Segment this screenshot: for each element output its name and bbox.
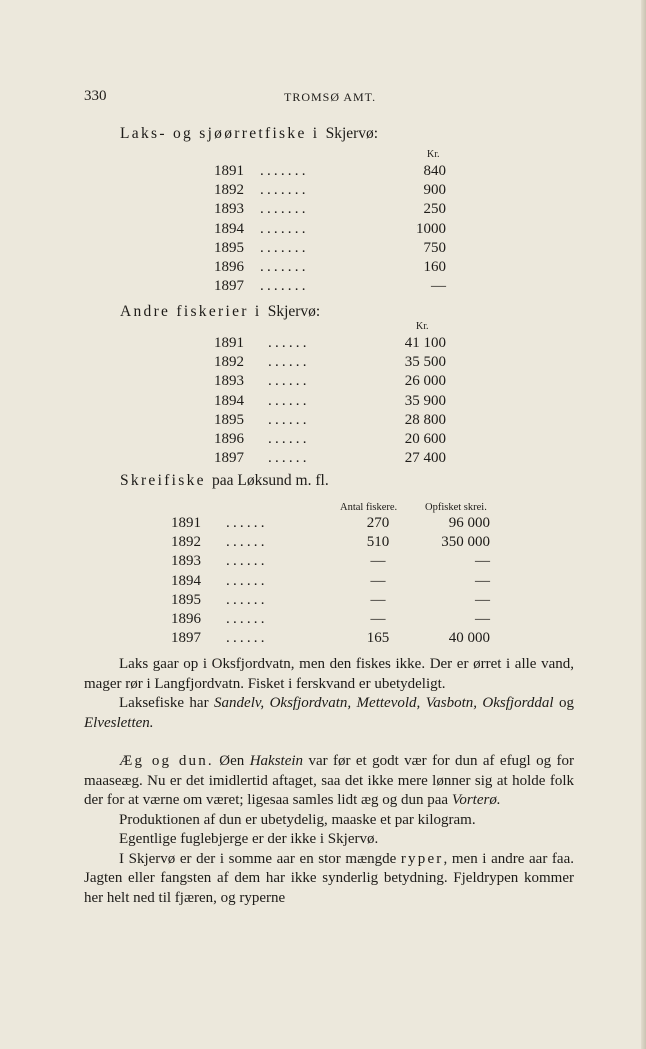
leader-dots: ...... (226, 515, 268, 531)
leader-dots: ...... (226, 534, 268, 551)
section-title-laks: Laks- og sjøørretfiske i Skjervø: (120, 125, 379, 142)
table-row-year: 1893 (171, 553, 201, 570)
table-row-year: 1896 (171, 611, 201, 627)
section-title-andre: Andre fiskerier i Skjervø: (120, 303, 321, 320)
body-text (84, 655, 574, 908)
table-cell-value: 35 900 (404, 392, 446, 409)
paragraph-fuglebjerge: Egentlige fuglebjerge er der ikke i Skjervø. (119, 831, 379, 847)
leader-dots: ...... (268, 431, 310, 447)
table-row-year: 1892 (171, 534, 201, 551)
paragraph-laksefiske: Laksefiske har Sandelv, Oksfjordvatn, Mettevold, Vasbotn, Oksfjorddal og Elvesletten. (84, 695, 574, 731)
table-row-year: 1892 (214, 182, 244, 199)
table-cell-value: 250 (423, 201, 446, 218)
place-name-elvesletten: Elvesletten. (84, 714, 154, 731)
paragraph-produktion: Produktionen af dun er ubetydelig, maaske et par kilogram. (119, 811, 476, 828)
page-number: 330 (84, 88, 107, 104)
table-cell-value: 1000 (416, 220, 446, 237)
leader-dots: ....... (260, 201, 309, 218)
table-row-year: 1897 (214, 450, 244, 467)
unit-label-laks: Kr. (427, 149, 440, 160)
table-cell-value: 41 100 (404, 335, 446, 351)
leader-dots: ....... (260, 163, 309, 179)
table-cell-fishers: — (370, 572, 386, 589)
place-names: Sandelv, Oksfjordvatn, Mettevold, Vasbotn, Oksfjorddal (214, 695, 554, 711)
leader-dots: ....... (260, 239, 309, 256)
table-cell-value: 28 800 (404, 411, 446, 428)
place-name-vortero: Vorterø. (451, 792, 501, 808)
table-row-year: 1891 (214, 163, 244, 179)
table-cell-fishers: — (370, 591, 386, 608)
table-cell-catch: 350 000 (441, 534, 490, 551)
leader-dots: ...... (268, 335, 310, 351)
paragraph-laks: Laks gaar op i Oksfjordvatn, men den fiskes ikke. Der er ørret i alle vand, mager rør i Langfjordvatn. Fisket i ferskvand er ubetydeligt. (84, 656, 574, 692)
leader-dots: ...... (268, 392, 310, 409)
column-header-catch: Opfisket skrei. (425, 502, 487, 513)
table-cell-fishers: 165 (366, 630, 390, 647)
spaced-word-ryper: ryper (400, 850, 444, 867)
leader-dots: ...... (226, 630, 268, 647)
paragraph-aeg-og-dun: Æg og dun. Øen Hakstein var før et godt vær for dun af efugl og for maaseæg. Nu er det imidlertid aftaget, saa det ikke mere lønner sig at holde folk der for at værne om været; ligesaa samles lidt æg og dun paa Vorterø. (84, 753, 575, 808)
table-cell-catch: — (475, 591, 490, 608)
table-row-year: 1895 (214, 239, 244, 256)
section-title-skrei: Skreifiske paa Løksund m. fl. (120, 472, 329, 489)
table-cell-value: 20 600 (404, 431, 446, 447)
table-row-year: 1891 (171, 515, 201, 531)
table-cell-value: 900 (423, 182, 446, 199)
table-cell-value: 26 000 (404, 373, 446, 390)
table-cell-fishers: — (370, 611, 386, 627)
table-cell-catch: — (475, 553, 490, 570)
leader-dots: ...... (268, 450, 310, 467)
table-cell-value: 160 (423, 259, 446, 275)
table-cell-value: 840 (423, 163, 446, 179)
column-header-fishers: Antal fiskere. (340, 502, 398, 513)
table-row-year: 1895 (171, 591, 201, 608)
leader-dots: ...... (226, 553, 268, 570)
table-row-year: 1896 (214, 431, 244, 447)
page-edge (641, 0, 646, 1049)
table-cell-catch: 96 000 (448, 515, 490, 531)
leader-dots: ...... (268, 411, 310, 428)
table-row-year: 1891 (214, 335, 244, 351)
table-row-year: 1895 (214, 411, 244, 428)
leader-dots: ....... (260, 278, 309, 295)
paragraph-ryper: I Skjervø er der i somme aar en stor mængde ryper, men i andre aar faa. Jagten eller fangsten af dem har ikke synderlig betydning. Fjeldrypen kommer her helt ned til fjæren, og ryperne (84, 850, 574, 906)
table-row-year: 1894 (214, 392, 244, 409)
table-row-year: 1896 (214, 259, 244, 275)
table-cell-catch: — (475, 611, 490, 627)
leader-dots: ...... (226, 591, 268, 608)
table-row-year: 1892 (214, 354, 244, 371)
table-row-year: 1897 (171, 630, 201, 647)
table-row-year: 1894 (171, 572, 201, 589)
table-cell-value: — (431, 278, 446, 295)
unit-label-andre: Kr. (416, 321, 429, 332)
table-cell-fishers: 270 (366, 515, 390, 531)
leader-dots: ....... (260, 259, 309, 275)
table-row-year: 1893 (214, 201, 244, 218)
place-name-hakstein: Hakstein (249, 753, 304, 769)
leader-dots: ....... (260, 182, 309, 199)
running-title: TROMSØ AMT. (284, 90, 377, 104)
leader-dots: ...... (226, 611, 268, 627)
table-cell-value: 27 400 (404, 450, 446, 467)
table-cell-catch: 40 000 (448, 630, 490, 647)
table-cell-fishers: — (370, 553, 386, 570)
table-cell-value: 750 (423, 239, 446, 256)
leader-dots: ....... (260, 220, 309, 237)
table-row-year: 1897 (214, 278, 244, 295)
table-cell-fishers: 510 (366, 534, 390, 551)
table-row-year: 1894 (214, 220, 244, 237)
leader-dots: ...... (268, 354, 310, 371)
table-cell-catch: — (475, 572, 490, 589)
table-row-year: 1893 (214, 373, 244, 390)
leader-dots: ...... (268, 373, 310, 390)
subsection-heading: Æg og dun. (119, 753, 214, 769)
table-cell-value: 35 500 (404, 354, 446, 371)
leader-dots: ...... (226, 572, 268, 589)
